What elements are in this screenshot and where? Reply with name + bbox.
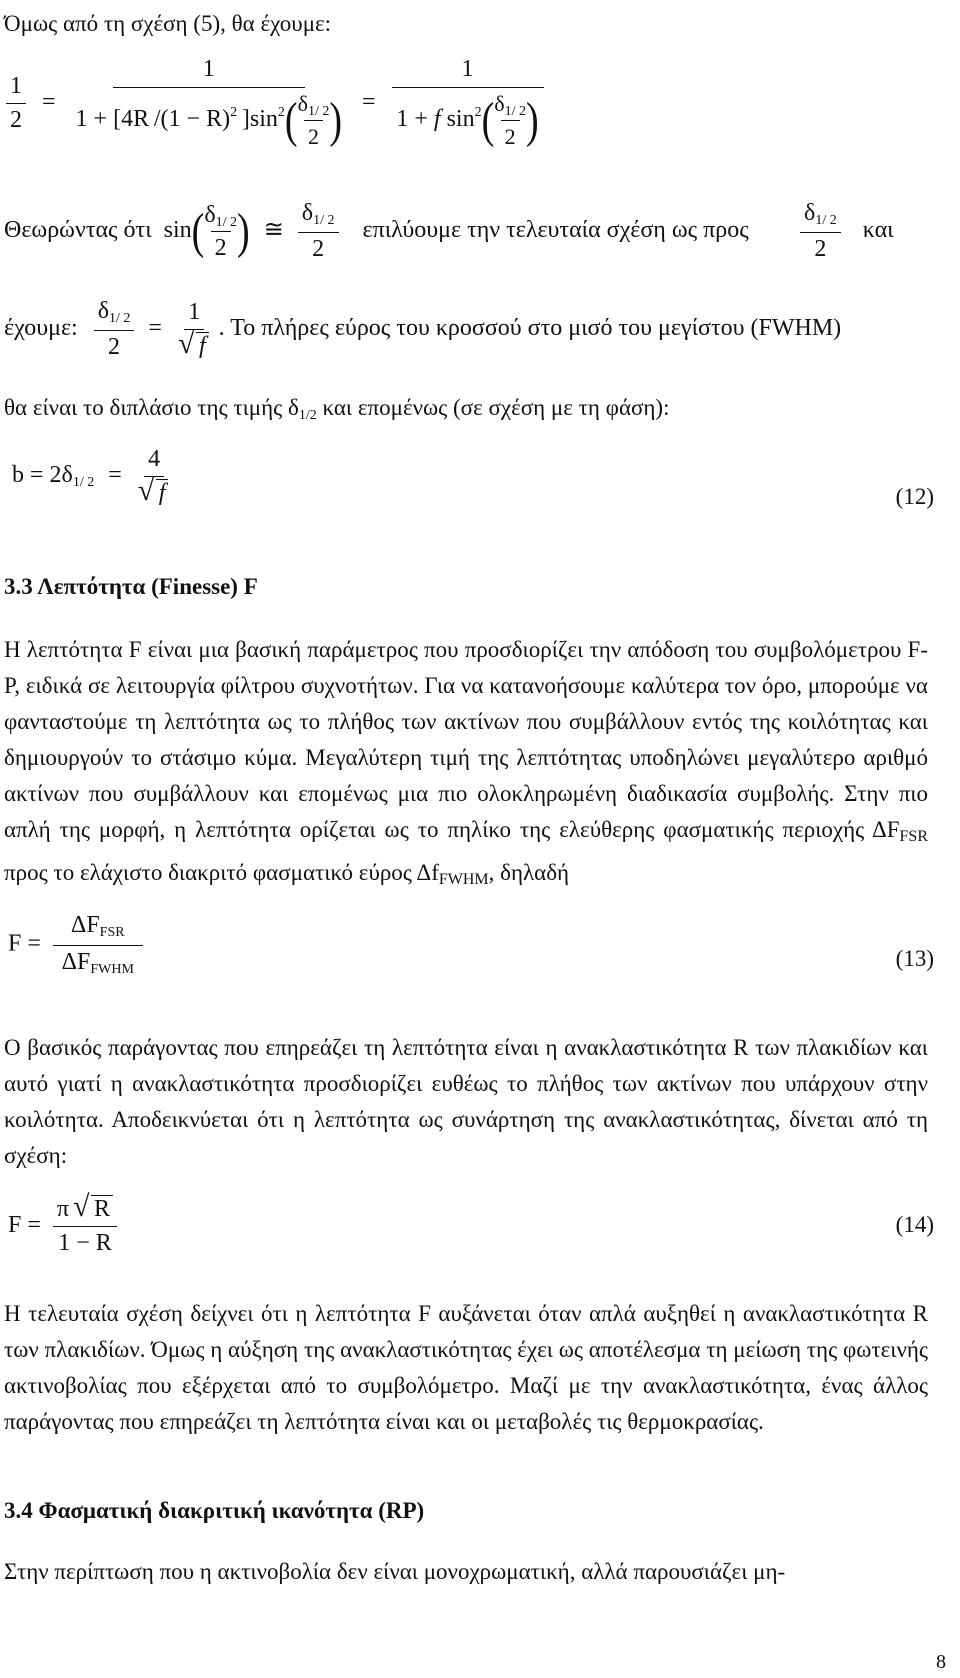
paragraph-finesse-definition (4, 632, 928, 898)
have-line: έχουμε: $\frac{\delta_{1/ 2}}{2}$ = 1 √ f . Το πλήρες εύρος του κροσσού στο μισό του μεγίστου (FWHM) (4, 298, 841, 361)
section-heading-3-3: 3.3 Λεπτότητα (Finesse) F (4, 574, 258, 599)
section-heading-3-4: 3.4 Φασματική διακριτική ικανότητα (RP) (4, 1498, 425, 1523)
equation-12: $b = 2\delta_{1/ 2}$ = 4 √ f (12, 446, 172, 507)
fwhm-text: . Το πλήρες εύρος του κροσσού στο μισό του μεγίστου (FWHM) (218, 315, 842, 342)
fwhm-symbol: Δf (416, 860, 439, 885)
paragraph-reflectivity: Ο βασικός παράγοντας που επηρεάζει τη λεπτότητα είναι η ανακλαστικότητα R των πλακιδίων και αυτό γιατί η ανακλαστικότητα προσδιορίζει ευθέως το πλήθος των ακτίνων που υπάρχουν στην κοιλότητα. Αποδεικνύεται ότι η λεπτότητα ως συνάρτηση της ανακλαστικότητας, δίνεται από τη σχέση: (4, 1035, 928, 1168)
eq13-label: (13) (895, 946, 934, 971)
intro-line: Όμως από τη σχέση (5), θα έχουμε: (4, 11, 332, 36)
para1-mid: προς το ελάχιστο διακριτό φασματικό εύρος (4, 860, 417, 885)
double-sub: 1/2 (298, 408, 317, 423)
eq12-label: (12) (895, 484, 934, 509)
paragraph-resolving-power: Στην περίπτωση που η ακτινοβολία δεν είναι μονοχρωματική, αλλά παρουσιάζει μη- (4, 1559, 786, 1584)
fsr-symbol: ΔF (871, 817, 900, 842)
considering-frac: $\frac{\delta_{1/ 2}}{2}$ και (800, 200, 894, 263)
considering-prefix: Θεωρώντας ότι (4, 217, 152, 244)
para1-main: Η λεπτότητα F είναι μια βασική παράμετρος που προσδιορίζει την απόδοση του συμβολόμετρου F-P, ειδικά σε λειτουργία φίλτρου συχνοτήτων. Για να κατανοήσουμε καλύτερα τον όρο, μπορούμε να φανταστούμε τη λεπτότητα ως το πλήθος των ακτίνων που συμβάλλουν εντός της κοιλότητας και δημιουργούν το στάσιμο κύμα. Μεγαλύτερη τιμή της λεπτότητας υποδηλώνει μεγαλύτερο αριθμό ακτίνων που συμβάλλουν και επομένως μια πιο ολοκληρωμένη διαδικασία συμβολής. Στην πιο απλή της μορφή, η λεπτότητα ορίζεται ως το πηλίκο της ελεύθερης φασματικής περιοχής (4, 637, 928, 842)
double-suffix: και επομένως (σε σχέση με τη φάση): (316, 395, 670, 420)
equation-intensity-half: $\frac{1}{2}$ = 1 1 + [4R $/(1 - R)^2$ ]$\sin^2$( $\frac{\delta_{1/ 2}}{2}$ ) = 1 1 + f $\sin^2$( $\frac{\delta_{1/ 2}}{2}$ ) (6, 56, 544, 150)
have-prefix: έχουμε: (4, 315, 78, 342)
para1-end: , δηλαδή (488, 860, 570, 885)
considering-mid: επιλύουμε την τελευταία σχέση ως προς (362, 217, 749, 244)
paragraph-reflectivity-effect: Η τελευταία σχέση δείχνει ότι η λεπτότητα F αυξάνεται όταν απλά αυξηθεί η ανακλαστικότητα R των πλακιδίων. Όμως η αύξηση της ανακλαστικότητας έχει ως αποτέλεσμα τη μείωση της φωτεινής ακτινοβολίας που εξέρχεται από το συμβολόμετρο. Μαζί με την ανακλαστικότητα, ένας άλλος παράγοντας που επηρεάζει τη λεπτότητα είναι και οι μεταβολές τις θερμοκρασίας. (4, 1301, 928, 1434)
double-text: θα είναι το διπλάσιο της τιμής δ (4, 395, 299, 420)
equation-13: F = $\frac{\Delta F_{FSR}}{\Delta F_{FWHM}}$ (8, 912, 143, 978)
fsr-subscript: FSR (899, 828, 928, 845)
equation-14: F = $\frac{\pi √ R}{1 - R}$ (8, 1196, 117, 1257)
fwhm-subscript: FWHM (438, 871, 489, 888)
eq14-label: (14) (895, 1212, 934, 1237)
double-line (4, 394, 669, 430)
considering-suffix: και (862, 217, 894, 244)
considering-line: Θεωρώντας ότι sin( $\frac{\delta_{1/ 2}}{2}$ ) ≅ $\frac{\delta_{1/ 2}}{2}$ επιλύουμε την τελευταία σχέση ως προς (4, 200, 749, 262)
page-number: 8 (936, 1651, 946, 1673)
